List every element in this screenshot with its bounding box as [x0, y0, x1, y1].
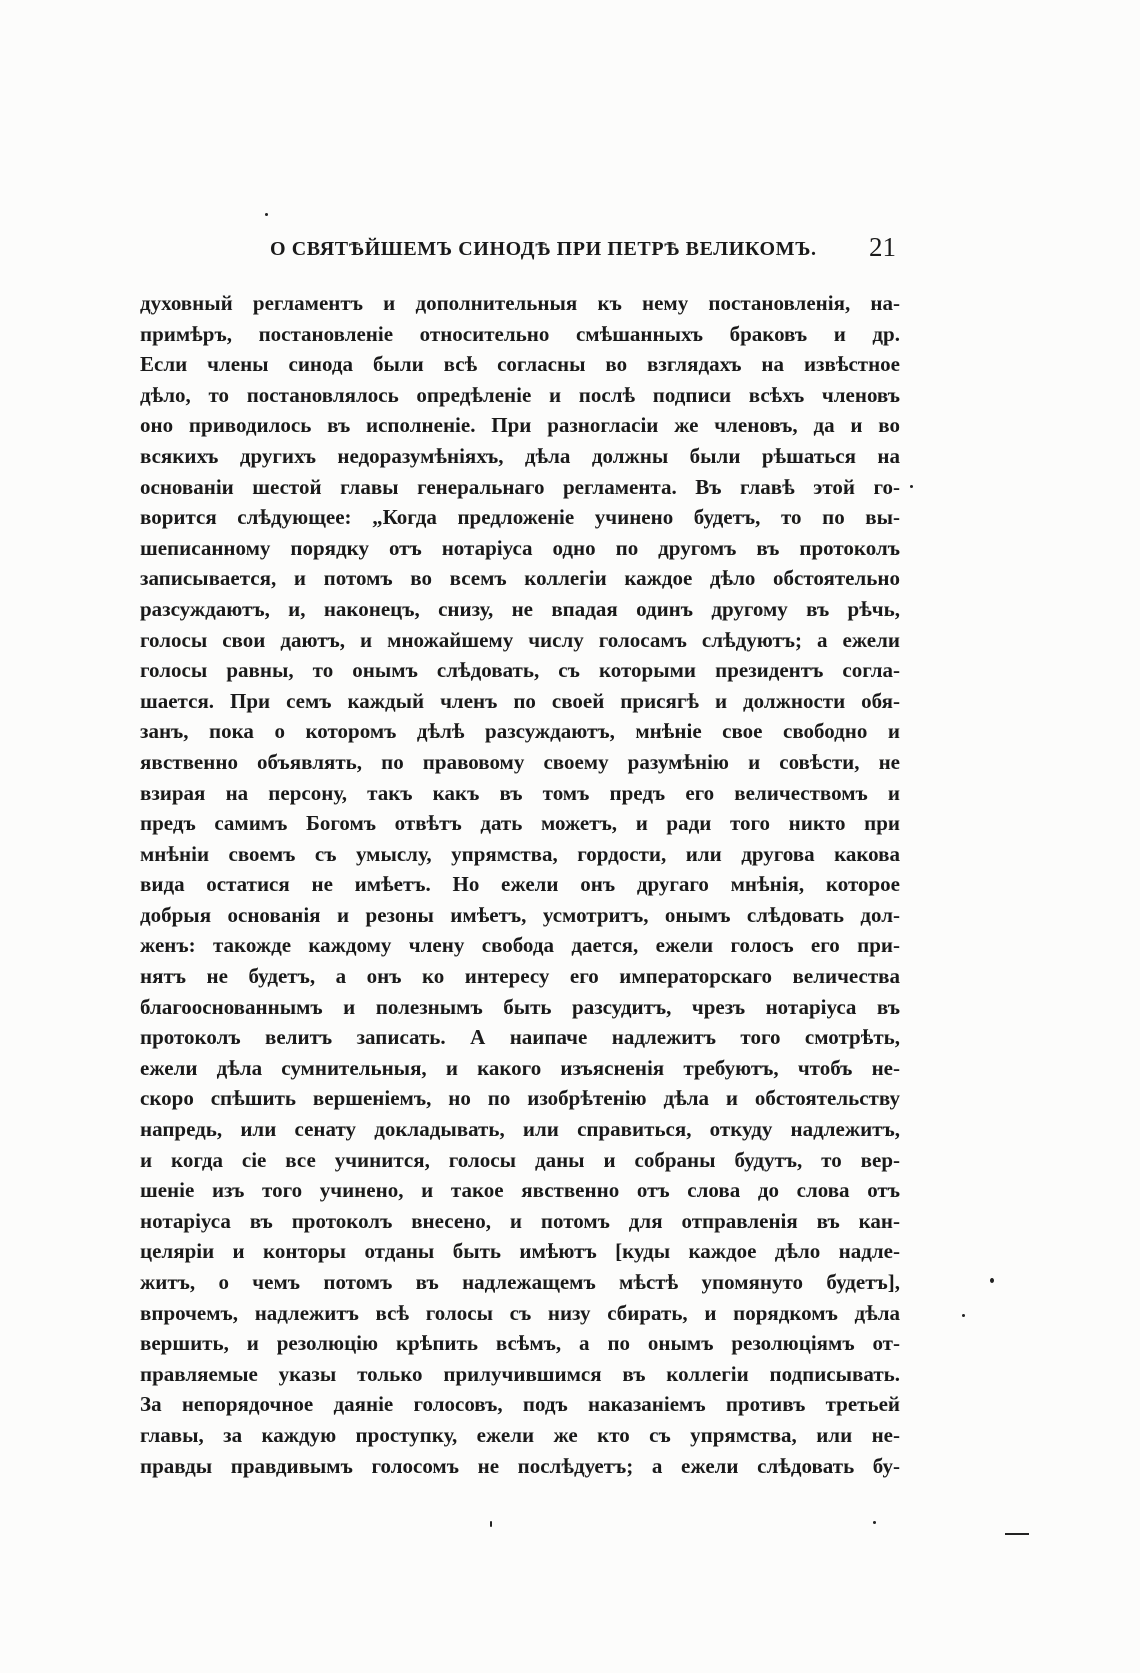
- text-line: нотаріуса въ протоколъ внесено, и потомъ для отправленія въ кан-: [140, 1208, 900, 1233]
- text-line: протоколъ велитъ записать. А наипаче надлежитъ того смотрѣть,: [140, 1025, 900, 1050]
- text-line: добрыя основанія и резоны имѣетъ, усмотритъ, онымъ слѣдовать дол-: [140, 902, 900, 927]
- text-line: дѣло, то постановлялось опредѣленіе и послѣ подписи всѣхъ членовъ: [140, 382, 900, 407]
- scan-speck: [490, 1521, 492, 1527]
- text-line: правды правдивымъ голосомъ не послѣдуетъ; а ежели слѣдовать бу-: [140, 1453, 900, 1478]
- scan-speck: [962, 1314, 965, 1317]
- page-number: 21: [869, 232, 896, 262]
- text-line: ежели дѣла сумнительныя, и какого изъясненія требуютъ, чтобъ не-: [140, 1055, 900, 1080]
- text-line: благооснованнымъ и полезнымъ быть разсудитъ, чрезъ нотаріуса въ: [140, 994, 900, 1019]
- text-line: основаніи шестой главы генеральнаго регламента. Въ главѣ этой го-: [140, 474, 900, 499]
- text-line: За непорядочное даяніе голосовъ, подъ наказаніемъ противъ третьей: [140, 1392, 900, 1417]
- text-line: мнѣніи своемъ съ умыслу, упрямства, гордости, или другова какова: [140, 841, 900, 866]
- text-line: женъ: такожде каждому члену свобода дается, ежели голосъ его при-: [140, 933, 900, 958]
- text-line: Если члены синода были всѣ согласны во взглядахъ на извѣстное: [140, 352, 900, 377]
- scan-speck: [990, 1278, 994, 1283]
- text-line: напредь, или сенату докладывать, или справиться, откуду надлежитъ,: [140, 1117, 900, 1142]
- text-line: и когда сіе все учинится, голосы даны и собраны будутъ, то вер-: [140, 1147, 900, 1172]
- text-line: шеніе изъ того учинено, и такое явственно отъ слова до слова отъ: [140, 1178, 900, 1203]
- scan-dash-mark: [1005, 1533, 1029, 1535]
- text-line: шается. При семъ каждый членъ по своей присягѣ и должности обя-: [140, 688, 900, 713]
- text-line: ворится слѣдующее: „Когда предложеніе учинено будетъ, то по вы-: [140, 505, 900, 530]
- text-line: нятъ не будетъ, а онъ ко интересу его императорскаго величества: [140, 964, 900, 989]
- text-line: примѣръ, постановленіе относительно смѣшанныхъ браковъ и др.: [140, 321, 900, 346]
- text-line: оно приводилось въ исполненіе. При разногласіи же членовъ, да и во: [140, 413, 900, 438]
- text-line: вершить, и резолюцію крѣпить всѣмъ, а по онымъ резолюціямъ от-: [140, 1331, 900, 1356]
- text-line: предъ самимъ Богомъ отвѣтъ дать можетъ, и ради того никто при: [140, 811, 900, 836]
- text-line: голосы свои даютъ, и множайшему числу голосамъ слѣдуютъ; а ежели: [140, 627, 900, 652]
- text-line: разсуждаютъ, и, наконецъ, снизу, не впадая одинъ другому въ рѣчь,: [140, 596, 900, 621]
- text-line: главы, за каждую проступку, ежели же кто съ упрямства, или не-: [140, 1422, 900, 1447]
- text-line: целяріи и конторы отданы быть имѣютъ [куды каждое дѣло надле-: [140, 1239, 900, 1264]
- text-line: впрочемъ, надлежитъ всѣ голосы съ низу сбирать, и порядкомъ дѣла: [140, 1300, 900, 1325]
- text-line: взирая на персону, такъ какъ въ томъ предъ его величествомъ и: [140, 780, 900, 805]
- scan-speck: [910, 485, 913, 488]
- text-line: скоро спѣшить вершеніемъ, но по изобрѣтенію дѣла и обстоятельству: [140, 1086, 900, 1111]
- text-line: записывается, и потомъ во всемъ коллегіи каждое дѣло обстоятельно: [140, 566, 900, 591]
- page-header: [140, 232, 900, 272]
- running-title: О СВЯТѢЙШЕМЪ СИНОДѢ ПРИ ПЕТРѢ ВЕЛИКОМЪ.: [270, 238, 817, 260]
- text-line: явственно объявлять, по правовому своему разумѣнію и совѣсти, не: [140, 749, 900, 774]
- body-text: [140, 288, 900, 1481]
- text-line: житъ, о чемъ потомъ въ надлежащемъ мѣстѣ упомянуто будетъ],: [140, 1270, 900, 1294]
- text-line: шеписанному порядку отъ нотаріуса одно по другомъ въ протоколъ: [140, 535, 900, 560]
- text-line: голосы равны, то онымъ слѣдовать, съ которыми президентъ согла-: [140, 658, 900, 683]
- text-line: вида остатися не имѣетъ. Но ежели онъ другаго мнѣнія, которое: [140, 872, 900, 897]
- text-line: духовный регламентъ и дополнительныя къ нему постановленія, на-: [140, 291, 900, 315]
- text-line: правляемые указы только прилучившимся въ коллегіи подписывать.: [140, 1361, 900, 1386]
- scan-speck: [873, 1521, 876, 1524]
- text-line: занъ, пока о которомъ дѣлѣ разсуждаютъ, мнѣніе свое свободно и: [140, 719, 900, 744]
- scan-speck: [265, 213, 268, 216]
- text-line: всякихъ другихъ недоразумѣніяхъ, дѣла должны были рѣшаться на: [140, 443, 900, 468]
